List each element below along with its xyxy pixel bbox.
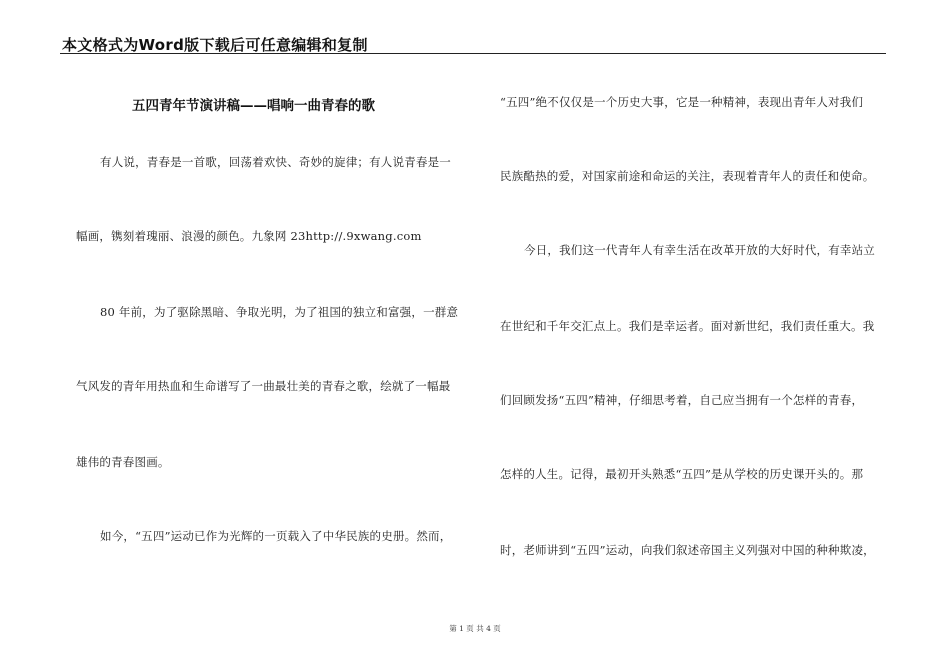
right-line-4: 在世纪和千年交汇点上。我们是幸运者。面对新世纪，我们责任重大。我 <box>500 319 875 333</box>
left-line-2: 幅画，镌刻着瑰丽、浪漫的颜色。九象网 23http://.9xwang.com <box>76 229 422 243</box>
right-line-2: 民族酷热的爱，对国家前途和命运的关注，表现着青年人的责任和使命。 <box>500 169 875 183</box>
header-rule <box>60 53 886 54</box>
right-line-5: 们回顾发扬“五四”精神，仔细思考着，自己应当拥有一个怎样的青春， <box>500 393 864 407</box>
page-number-footer: 第 1 页 共 4 页 <box>449 624 501 633</box>
left-line-4: 气风发的青年用热血和生命谱写了一曲最壮美的青春之歌，绘就了一幅最 <box>76 379 451 393</box>
document-title: 五四青年节演讲稿——唱响一曲青春的歌 <box>132 98 375 114</box>
left-line-1: 有人说，青春是一首歌，回荡着欢快、奇妙的旋律；有人说青春是一 <box>100 155 451 169</box>
right-line-1: “五四”绝不仅仅是一个历史大事，它是一种精神，表现出青年人对我们 <box>500 95 864 109</box>
left-line-3: 80 年前，为了驱除黑暗、争取光明，为了祖国的独立和富强，一群意 <box>100 305 459 319</box>
document-banner: 本文格式为Word版下载后可任意编辑和复制 <box>62 36 368 54</box>
right-line-7: 时，老师讲到“五四”运动，向我们叙述帝国主义列强对中国的种种欺凌， <box>500 543 875 557</box>
right-line-6: 怎样的人生。记得，最初开头熟悉“五四”是从学校的历史课开头的。那 <box>500 467 864 481</box>
right-line-3: 今日，我们这一代青年人有幸生活在改革开放的大好时代，有幸站立 <box>524 243 875 257</box>
left-line-5: 雄伟的青春图画。 <box>76 455 170 469</box>
left-line-6: 如今，“五四”运动已作为光辉的一页载入了中华民族的史册。然而， <box>100 529 452 543</box>
